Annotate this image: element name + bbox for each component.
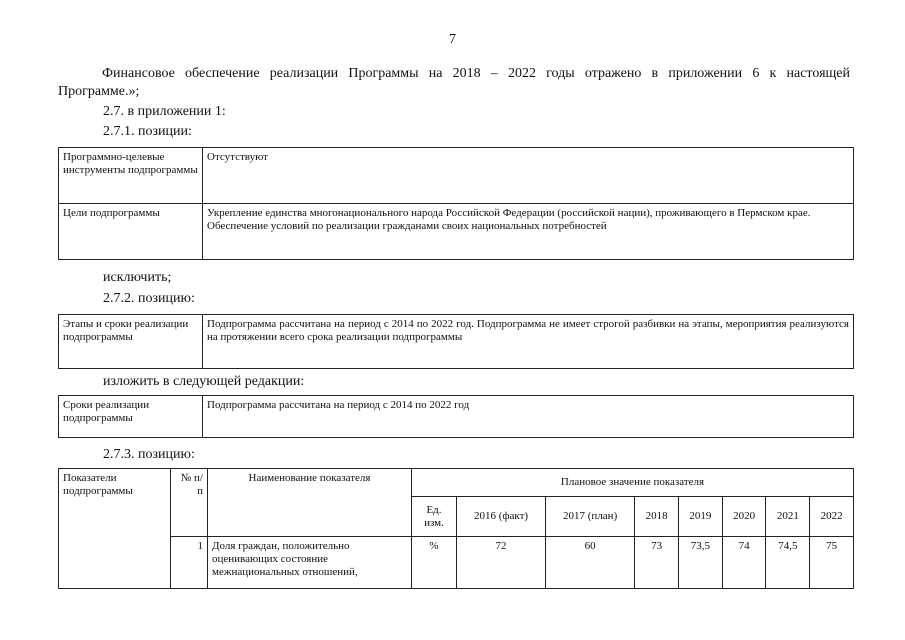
table-cell-label: Сроки реализации подпрограммы <box>59 396 203 438</box>
item-2-7: 2.7. в приложении 1: <box>103 104 226 119</box>
table-row <box>59 315 854 369</box>
table-cell-value: Подпрограмма рассчитана на период с 2014 по 2022 год. Подпрограмма не имеет строгой разбивки на этапы, мероприятия реализуются на протяжении всего срока реализации подпрограммы <box>203 315 854 369</box>
row-value: 72 <box>457 537 546 589</box>
table-row <box>59 204 854 260</box>
row-value: 74,5 <box>766 537 810 589</box>
header-indicators: Показатели подпрограммы <box>59 469 171 589</box>
table-row <box>59 537 854 589</box>
intro-paragraph <box>58 65 850 101</box>
table-cell-value: Отсутствуют <box>203 148 854 204</box>
table-stages-new <box>58 395 854 438</box>
redaction-text: изложить в следующей редакции: <box>103 374 305 389</box>
table-cell-label: Этапы и сроки реализации подпрограммы <box>59 315 203 369</box>
header-year: 2019 <box>678 497 722 537</box>
table-cell-label: Программно-целевые инструменты подпрограммы <box>59 148 203 204</box>
row-value: 74 <box>722 537 766 589</box>
row-value: 75 <box>810 537 854 589</box>
header-indicator-name: Наименование показателя <box>208 469 412 537</box>
table-row <box>59 469 854 497</box>
item-2-7-1: 2.7.1. позиции: <box>103 124 192 139</box>
header-year: 2017 (план) <box>546 497 635 537</box>
page-number: 7 <box>449 32 456 47</box>
header-year: 2021 <box>766 497 810 537</box>
header-year: 2018 <box>635 497 679 537</box>
row-value: 73 <box>635 537 679 589</box>
header-number: № п/п <box>171 469 208 537</box>
intro-line-1: Финансовое обеспечение реализации Программы на 2018 – 2022 годы отражено в приложении 6 к настоящей <box>102 66 850 81</box>
header-year: 2022 <box>810 497 854 537</box>
row-value: 60 <box>546 537 635 589</box>
row-unit: % <box>412 537 457 589</box>
row-value: 73,5 <box>678 537 722 589</box>
goal-text-2: Обеспечение условий по реализации гражданами своих национальных потребностей <box>207 220 607 232</box>
exclude-text: исключить; <box>103 270 172 285</box>
table-stages-old <box>58 314 854 369</box>
item-2-7-2: 2.7.2. позицию: <box>103 291 195 306</box>
table-positions-excluded <box>58 147 854 260</box>
table-cell-label: Цели подпрограммы <box>59 204 203 260</box>
table-row <box>59 148 854 204</box>
header-year: 2020 <box>722 497 766 537</box>
table-cell-value <box>203 204 854 260</box>
header-unit: Ед. изм. <box>412 497 457 537</box>
table-indicators <box>58 468 854 589</box>
intro-line-2: Программе.»; <box>58 84 140 99</box>
header-year: 2016 (факт) <box>457 497 546 537</box>
row-number: 1 <box>171 537 208 589</box>
table-cell-value: Подпрограмма рассчитана на период с 2014 по 2022 год <box>203 396 854 438</box>
header-plan-value: Плановое значение показателя <box>412 469 854 497</box>
row-indicator-name: Доля граждан, положительно оценивающих состояние межнациональных отношений, <box>208 537 412 589</box>
item-2-7-3: 2.7.3. позицию: <box>103 447 195 462</box>
table-row <box>59 396 854 438</box>
goal-text-1: Укрепление единства многонационального народа Российской Федерации (российской нации), проживающего в Пермском крае. <box>207 207 811 219</box>
